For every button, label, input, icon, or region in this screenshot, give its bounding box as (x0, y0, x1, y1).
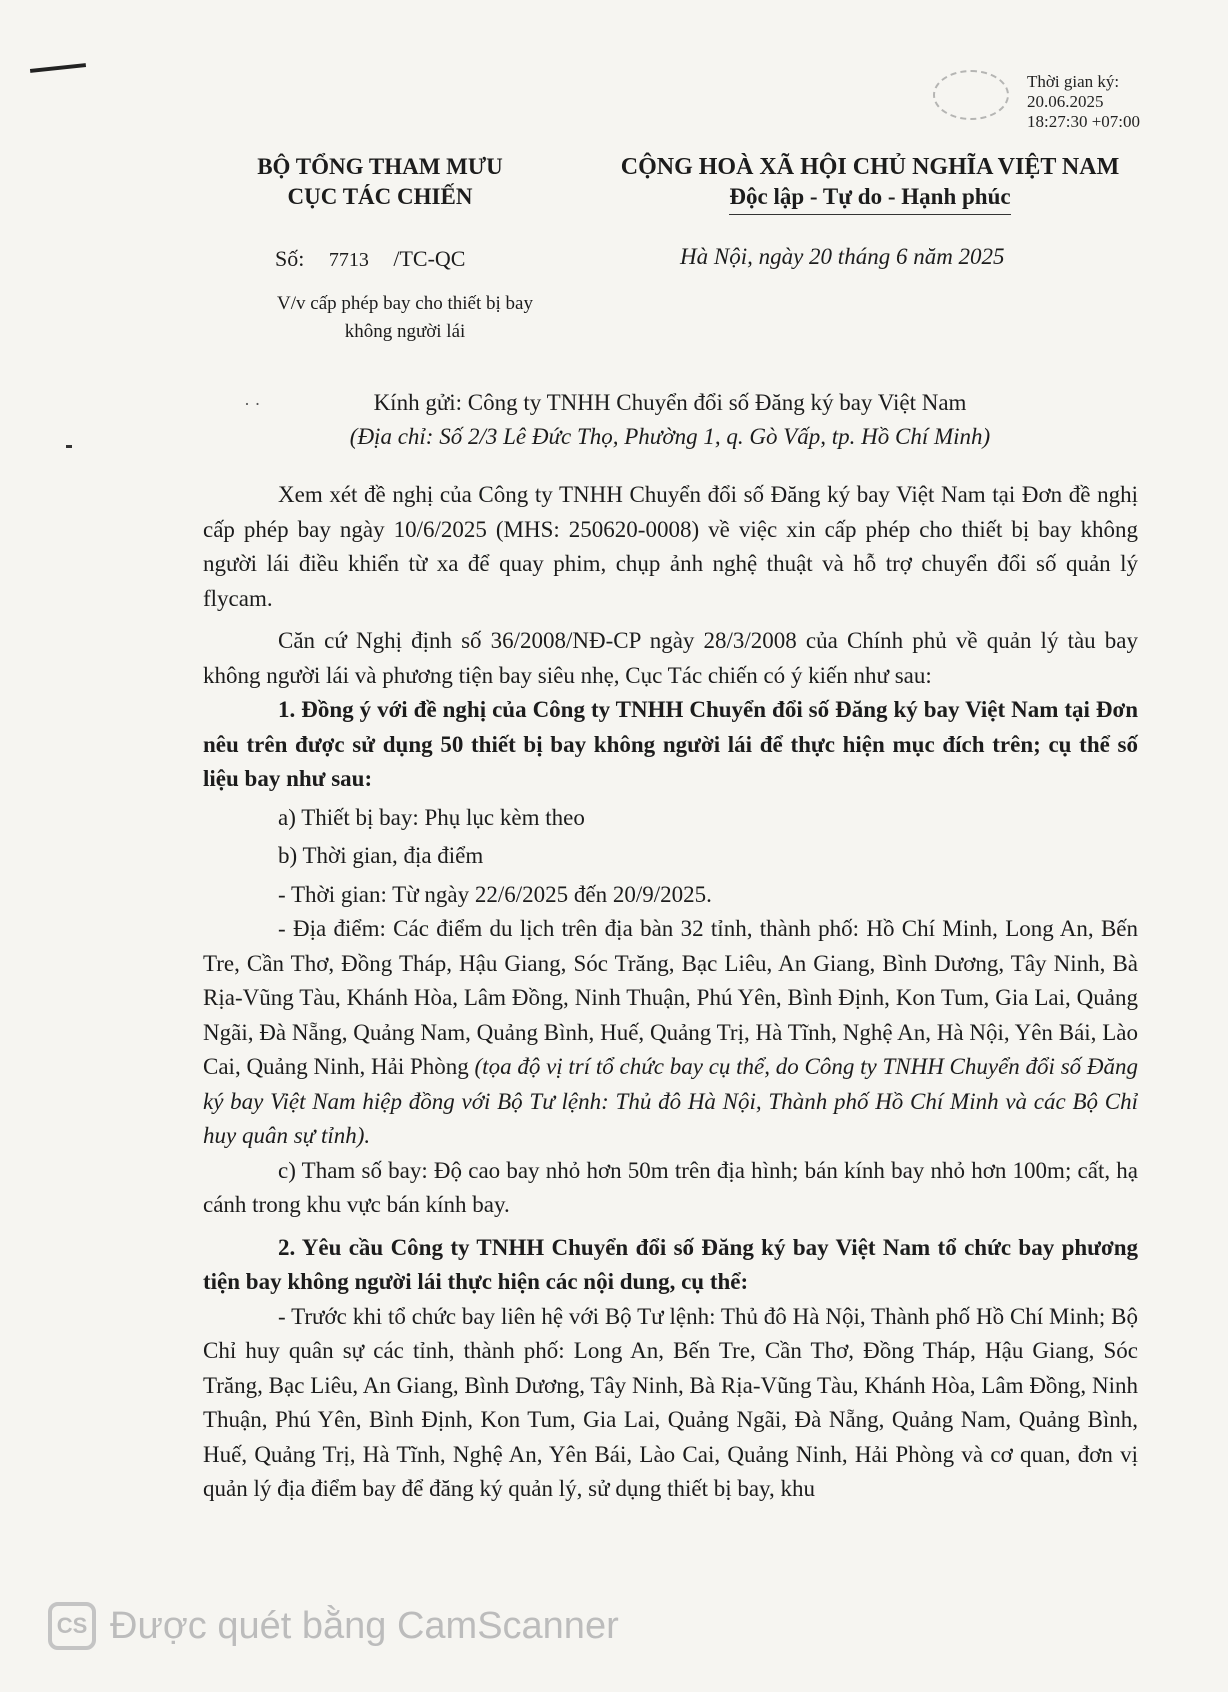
scan-mark (30, 63, 86, 73)
department-name: CỤC TÁC CHIẾN (287, 184, 473, 209)
paragraph-requirements: 2. Yêu cầu Công ty TNHH Chuyển đổi số Đăng ký bay Việt Nam tổ chức bay phương tiện bay không người lái thực hiện các nội dung, cụ thể: (203, 1234, 1138, 1294)
locations-list: - Địa điểm: Các điểm du lịch trên địa bàn 32 tỉnh, thành phố: Hồ Chí Minh, Long An, Bến Tre, Cần Thơ, Đồng Tháp, Hậu Giang, Sóc Trăng, Bạc Liêu, An Giang, Bình Dương, Tây Ninh, Bà Rịa-Vũng Tàu, Khánh Hòa, Lâm Đồng, Ninh Thuận, Phú Yên, Bình Định, Kon Tum, Gia Lai, Quảng Ngãi, Đà Nẵng, Quảng Nam, Quảng Bình, Huế, Quảng Trị, Hà Tĩnh, Nghệ An, Hà Nội, Yên Bái, Lào Cai, Quảng Ninh, Hải Phòng (203, 916, 1138, 1079)
doc-number-value: 7713 (328, 249, 369, 271)
signature-label: Thời gian ký: (1027, 72, 1120, 91)
item-a-devices: a) Thiết bị bay: Phụ lục kèm theo (278, 804, 585, 830)
digital-signature-stamp-icon (933, 70, 1009, 120)
ministry-name: BỘ TỔNG THAM MƯU (257, 154, 503, 179)
issue-date: Hà Nội, ngày 20 tháng 6 năm 2025 (680, 244, 1005, 269)
scan-dot (66, 445, 72, 448)
paragraph-approval: 1. Đồng ý với đề nghị của Công ty TNHH Chuyển đổi số Đăng ký bay Việt Nam tại Đơn nêu trên được sử dụng 50 thiết bị bay không người lái để thực hiện mục đích trên; cụ thể số liệu bay như sau: (203, 697, 1138, 791)
national-motto: Độc lập - Tự do - Hạnh phúc (729, 182, 1010, 215)
camscanner-logo-icon: CS (48, 1602, 96, 1650)
flight-time: - Thời gian: Từ ngày 22/6/2025 đến 20/9/2025. (278, 881, 712, 907)
paragraph-legal-basis: Căn cứ Nghị định số 36/2008/NĐ-CP ngày 28/3/2008 của Chính phủ về quản lý tàu bay không người lái và phương tiện bay siêu nhẹ, Cục Tác chiến có ý kiến như sau: (203, 628, 1138, 688)
item-c-parameters: c) Tham số bay: Độ cao bay nhỏ hơn 50m trên địa hình; bán kính bay nhỏ hơn 100m; cất, hạ cánh trong khu vực bán kính bay. (203, 1157, 1138, 1217)
signature-time: 18:27:30 +07:00 (1027, 112, 1141, 131)
national-header (585, 152, 1155, 215)
paragraph-review: Xem xét đề nghị của Công ty TNHH Chuyển đổi số Đăng ký bay Việt Nam tại Đơn đề nghị cấp phép bay ngày 10/6/2025 (MHS: 250620-0008) về việc xin cấp phép cho thiết bị bay không người lái điều khiển từ xa để quay phim, chụp ảnh nghệ thuật và hỗ trợ chuyển đổi số quản lý flycam. (203, 482, 1138, 611)
document-body (203, 478, 1138, 1507)
subject-line-2: không người lái (344, 321, 466, 342)
flight-locations (203, 912, 1138, 1154)
camscanner-text: Được quét bằng CamScanner (110, 1604, 619, 1647)
requirement-contact: - Trước khi tổ chức bay liên hệ với Bộ Tư lệnh: Thủ đô Hà Nội, Thành phố Hồ Chí Minh; Bộ Chỉ huy quân sự các tỉnh, thành phố: Long An, Bến Tre, Cần Thơ, Đồng Tháp, Hậu Giang, Sóc Trăng, Bạc Liêu, An Giang, Bình Dương, Tây Ninh, Bà Rịa-Vũng Tàu, Khánh Hòa, Lâm Đồng, Ninh Thuận, Phú Yên, Bình Định, Kon Tum, Gia Lai, Quảng Ngãi, Đà Nẵng, Quảng Nam, Quảng Bình, Huế, Quảng Trị, Hà Tĩnh, Nghệ An, Yên Bái, Lào Cai, Quảng Ninh, Hải Phòng và cơ quan, đơn vị quản lý địa điểm bay để đăng ký quản lý, sử dụng thiết bị bay, khu (203, 1303, 1138, 1501)
signature-info (1027, 72, 1140, 132)
subject-line-1: V/v cấp phép bay cho thiết bị bay (277, 293, 533, 314)
issuing-agency (230, 152, 530, 212)
recipient-name: Kính gửi: Công ty TNHH Chuyển đổi số Đăng ký bay Việt Nam (373, 390, 967, 415)
signature-date: 20.06.2025 (1027, 92, 1104, 111)
document-number (275, 246, 465, 272)
recipient-block (245, 386, 1095, 454)
country-name: CỘNG HOÀ XÃ HỘI CHỦ NGHĨA VIỆT NAM (620, 154, 1120, 180)
recipient-dots: · · (244, 394, 261, 414)
doc-number-prefix: Số: (275, 246, 305, 271)
camscanner-watermark (48, 1596, 619, 1656)
doc-number-suffix: /TC-QC (393, 246, 466, 271)
item-b-time-place: b) Thời gian, địa điểm (278, 843, 484, 868)
recipient-address: (Địa chỉ: Số 2/3 Lê Đức Thọ, Phường 1, q. Gò Vấp, tp. Hồ Chí Minh) (349, 424, 991, 449)
document-subject (260, 290, 550, 346)
locations-note: (tọa độ vị trí tổ chức bay cụ thể, do Công ty TNHH Chuyển đổi số Đăng ký bay Việt Nam hiệp đồng với Bộ Tư lệnh: Thủ đô Hà Nội, Thành phố Hồ Chí Minh và các Bộ Chỉ huy quân sự tỉnh). (203, 1054, 1139, 1148)
